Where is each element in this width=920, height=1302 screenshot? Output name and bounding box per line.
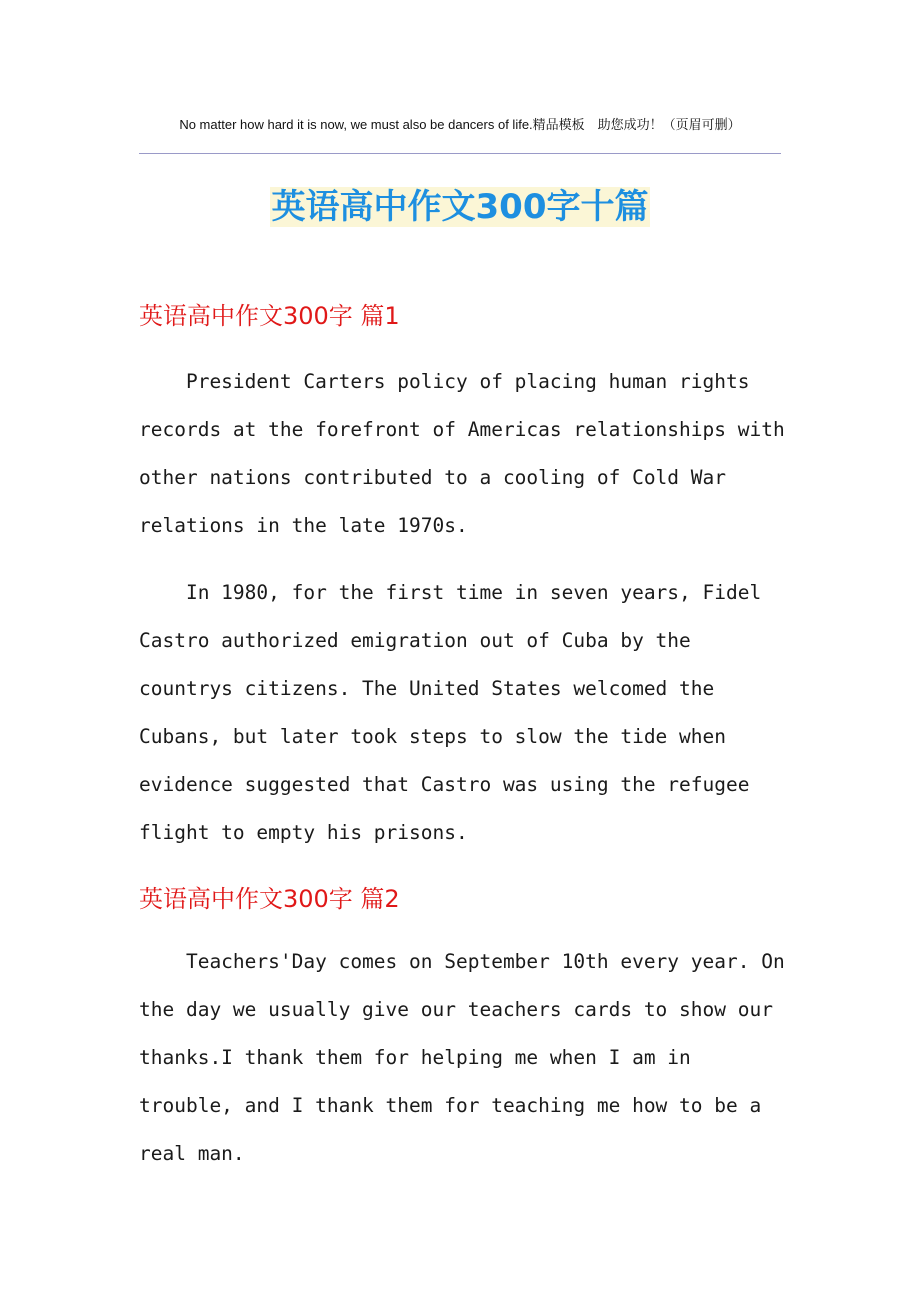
section-heading-1: 英语高中作文300字 篇1 — [139, 302, 400, 330]
paragraph-line: President Carters policy of placing human rights — [139, 370, 750, 393]
paragraph-1-1 — [139, 358, 789, 550]
paragraph-line: Teachers'Day comes on September 10th every year. On — [139, 950, 785, 973]
paragraph-line: real man. — [139, 1142, 245, 1165]
paragraph-2-1 — [139, 938, 789, 1178]
paragraph-line: records at the forefront of Americas relationships with — [139, 418, 785, 441]
paragraph-line: thanks.I thank them for helping me when I am in — [139, 1046, 691, 1069]
paragraph-line: the day we usually give our teachers cards to show our — [139, 998, 773, 1021]
document-title-text: 英语高中作文300字十篇 — [271, 187, 649, 227]
paragraph-line: Cubans, but later took steps to slow the tide when — [139, 725, 726, 748]
document-title — [0, 182, 920, 232]
paragraph-1-2 — [139, 569, 789, 857]
paragraph-line: countrys citizens. The United States welcomed the — [139, 677, 715, 700]
paragraph-line: flight to empty his prisons. — [139, 821, 468, 844]
paragraph-line: trouble, and I thank them for teaching me how to be a — [139, 1094, 762, 1117]
header-divider — [139, 153, 781, 154]
section-heading-2: 英语高中作文300字 篇2 — [139, 885, 400, 913]
paragraph-line: Castro authorized emigration out of Cuba by the — [139, 629, 691, 652]
paragraph-line: relations in the late 1970s. — [139, 514, 468, 537]
paragraph-line: other nations contributed to a cooling of Cold War — [139, 466, 726, 489]
paragraph-line: evidence suggested that Castro was using the refugee — [139, 773, 750, 796]
paragraph-line: In 1980, for the first time in seven years, Fidel — [139, 581, 762, 604]
page-header: No matter how hard it is now, we must also be dancers of life.精品模板 助您成功！（页眉可删） — [179, 117, 741, 132]
